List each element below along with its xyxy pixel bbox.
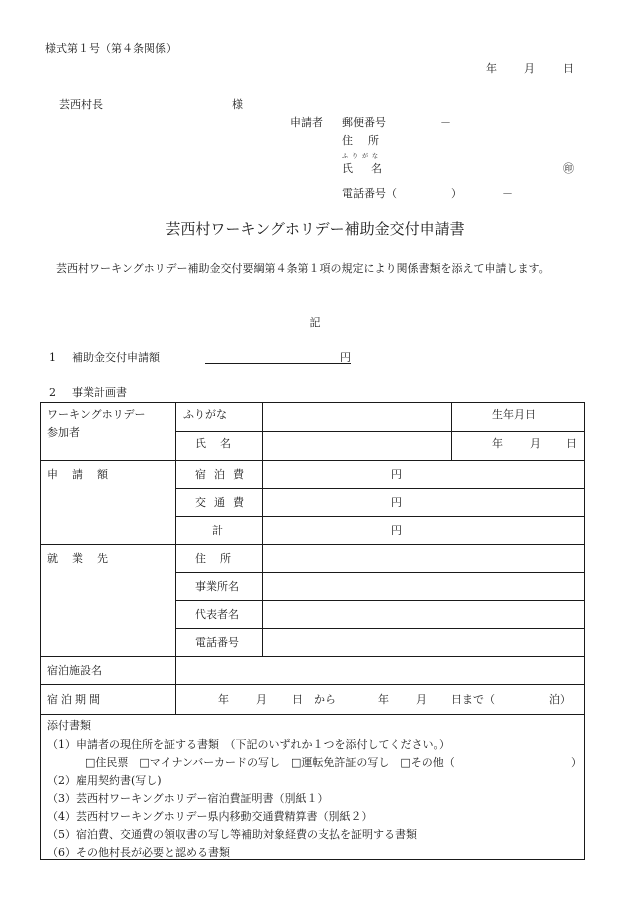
item1-number: 1 [49,351,56,364]
attachment-4: （4）芸西村ワーキングホリデー県内移動交通費精算書（別紙２） [47,810,373,823]
row-divider [175,572,585,573]
amount-underline [205,363,351,364]
column-divider [175,402,176,714]
document-body: 芸西村ワーキングホリデー補助金交付要綱第４条第１項の規定により関係書類を添えて申請します。 [56,262,550,275]
column-divider [262,402,263,656]
attachment-3: （3）芸西村ワーキングホリデー宿泊費証明書（別紙１） [47,792,329,805]
period-year-from: 年 [218,693,229,706]
form-number: 様式第１号（第４条関係） [45,42,177,55]
ki-heading: 記 [309,316,321,329]
attachment-2: （2）雇用契約書(写し) [47,774,162,787]
birth-year-label: 年 [492,437,503,450]
lodging-cost-label: 宿泊費 [195,468,252,481]
row-divider [175,488,585,489]
row-divider [40,714,585,715]
attachment-1-close: ） [571,756,582,769]
row-divider [175,628,585,629]
period-nights: 泊） [549,693,571,706]
row-divider [175,516,585,517]
attachments-label: 添付書類 [47,719,91,732]
name-label: 氏名 [342,162,400,175]
birth-day-label: 日 [566,437,577,450]
document-title: 芸西村ワーキングホリデー補助金交付申請書 [165,220,465,238]
name-field-label: 氏名 [195,437,245,450]
item2-number: 2 [49,386,56,399]
facility-label: 宿泊施設名 [47,664,102,677]
workplace-group-label: 就業先 [47,552,122,565]
total-unit: 円 [391,524,402,537]
date-day-label: 日 [563,62,574,75]
period-year-until: 年 [378,693,389,706]
attachment-1: （1）申請者の現住所を証する書類 （下記のいずれか１つを添付してください。） [47,738,450,751]
name-ruby: ふりがな [342,153,383,160]
honorific: 様 [232,98,243,111]
phone-dash: － [502,187,513,200]
item1-unit: 円 [340,351,351,364]
phone-label: 電話番号（ [342,187,397,200]
transport-cost-unit: 円 [391,496,402,509]
furigana-label: ふりがな [183,408,227,421]
postal-code-label: 郵便番号 [342,116,386,129]
row-divider [40,544,585,545]
row-divider [40,656,585,657]
representative-label: 代表者名 [195,608,239,621]
date-year-label: 年 [486,62,497,75]
row-divider [175,600,585,601]
period-month-until: 月 [416,693,427,706]
item1-label: 補助金交付申請額 [72,351,160,364]
lodging-cost-unit: 円 [391,468,402,481]
date-month-label: 月 [524,62,535,75]
item2-label: 事業計画書 [72,386,127,399]
participant-label-line2: 参加者 [47,426,80,439]
postal-code-dash: － [440,116,451,129]
row-divider [175,431,585,432]
attachment-6: （6）その他村長が必要と認める書類 [47,846,230,859]
phone-close-paren: ） [451,187,462,200]
applicant-label: 申請者 [290,116,323,129]
column-divider [451,402,452,460]
birthdate-label: 生年月日 [492,408,536,421]
row-divider [40,684,585,685]
workplace-address-label: 住所 [195,552,245,565]
birth-month-label: 月 [530,437,541,450]
total-label: 計 [212,524,223,537]
attachment-1-options: □住民票 □マイナンバーカードの写し □運転免許証の写し □その他（ [85,756,455,769]
addressee: 芸西村長 [59,98,103,111]
address-label: 住所 [342,134,394,147]
workplace-phone-label: 電話番号 [195,636,239,649]
transport-cost-label: 交通費 [195,496,252,509]
period-day-from: 日 から [292,693,336,706]
participant-label-line1: ワーキングホリデー [47,408,146,421]
period-day-until: 日まで（ [451,693,495,706]
period-month-from: 月 [256,693,267,706]
period-label: 宿泊期間 [47,693,103,706]
attachment-5: （5）宿泊費、交通費の領収書の写し等補助対象経費の支払を証明する書類 [47,828,417,841]
row-divider [40,460,585,461]
seal-mark: ㊞ [563,162,574,175]
amount-group-label: 申請額 [47,468,122,481]
office-name-label: 事業所名 [195,580,239,593]
